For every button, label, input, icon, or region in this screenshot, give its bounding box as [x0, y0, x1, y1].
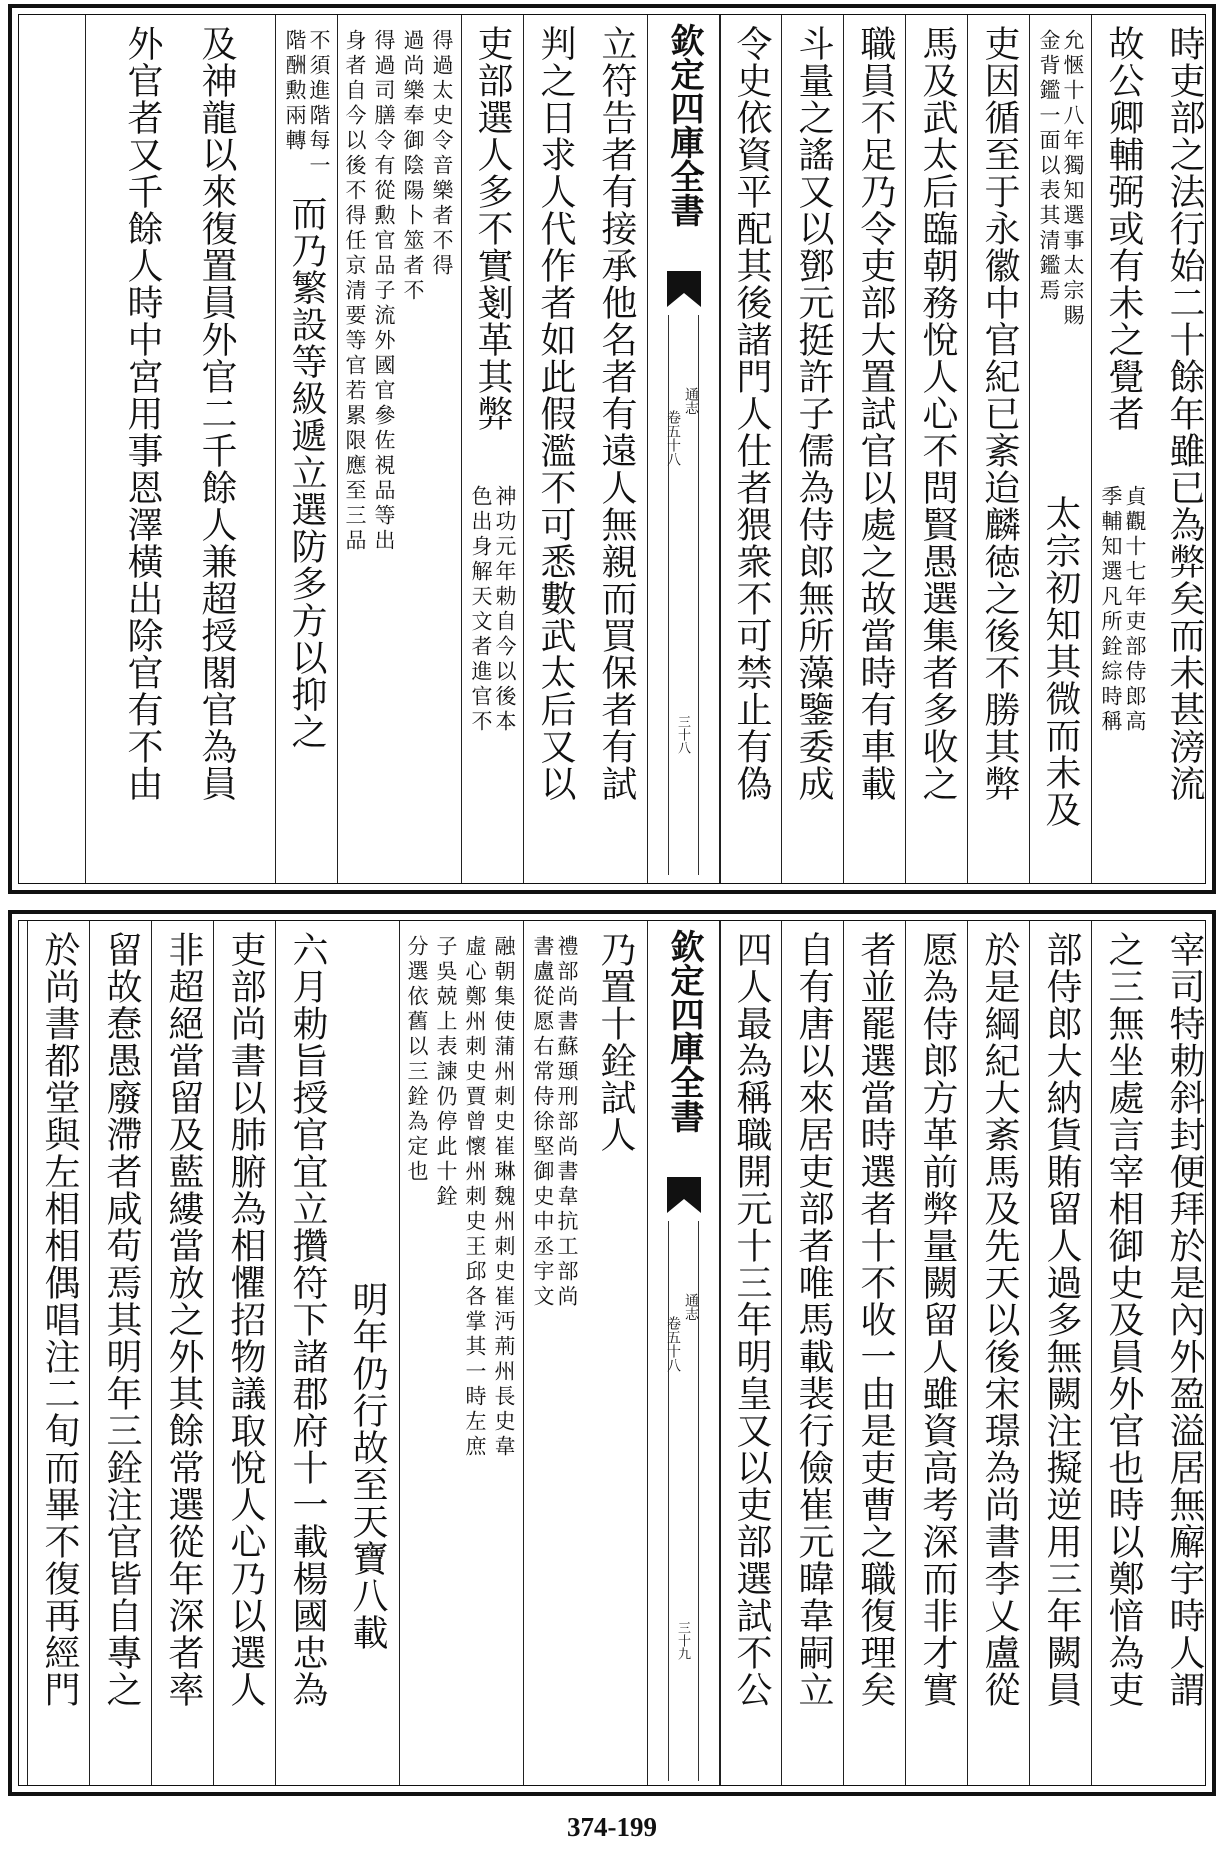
- text-column: [27, 921, 90, 1785]
- strip-rule: [668, 1221, 669, 1781]
- column-text: 宰司特勅斜封便拜於是內外盈溢居無廨宇時人謂: [1164, 931, 1205, 1708]
- annotation-pair: [532, 935, 577, 1310]
- column-text: 立符告者有接承他名者有遠人無親而買保者有試: [596, 25, 637, 802]
- text-column: [1153, 15, 1215, 883]
- center-strip: [647, 15, 721, 883]
- text-column: [905, 921, 968, 1785]
- text-column: [213, 921, 276, 1785]
- strip-book-title: 通志: [683, 387, 699, 415]
- annotation-pair: [284, 29, 329, 179]
- column-text: 判之日求人代作者如此假濫不可悉數武太后又以: [535, 25, 576, 802]
- column-text: 吏因循至于永徽中官紀已紊迨麟徳之後不勝其弊: [979, 25, 1020, 802]
- text-column: [905, 15, 968, 883]
- fishtail-mark: [667, 271, 701, 307]
- annotation-left: 書盧從愿右常侍徐堅御史中丞宇文: [531, 935, 555, 1310]
- text-column: [585, 921, 647, 1785]
- column-text: 明年仍行故至天寶八載: [347, 1281, 388, 1651]
- annotation-pair: [1100, 485, 1145, 735]
- column-text: 外官者又千餘人時中宮用事恩澤橫出除官有不由: [122, 25, 163, 802]
- text-column: [337, 921, 399, 1785]
- text-column: [967, 921, 1030, 1785]
- footer-page-number: 374-199: [567, 1812, 657, 1842]
- text-column: [781, 921, 844, 1785]
- annotation-right: 神功元年勅自今以後本: [493, 485, 517, 735]
- text-column: [719, 921, 782, 1785]
- annotation-line: 子吳兢上表諫仍停此十銓: [434, 935, 458, 1210]
- annotation-right: 禮部尚書蘇頲刑部尚書韋抗工部尚: [555, 935, 579, 1310]
- text-column: [523, 15, 586, 883]
- column-text: 四人最為稱職開元十三年明皇又以吏部選試不公: [731, 931, 772, 1708]
- column-text: 六月勅旨授官宜立攢符下諸郡府十一載楊國忠為: [287, 931, 328, 1708]
- annotation-line: 得過司膳令有從勲官品子流外國官參佐視品等出: [372, 29, 396, 554]
- fishtail-mark: [667, 1177, 701, 1213]
- column-text: 愿為侍郎方革前弊量闕留人雖資高考深而非才實: [917, 931, 958, 1708]
- column-text: 斗量之謠又以鄧元挺許子儒為侍郎無所藻鑒委成: [793, 25, 834, 802]
- column-text: 自有唐以來居吏部者唯馬載裴行儉崔元暐韋嗣立: [793, 931, 834, 1708]
- annotation-line: 過尚樂奉御陰陽卜筮者不: [401, 29, 425, 304]
- annotation-left: 色出身解天文者進官不: [469, 485, 493, 735]
- column-text: 吏部選人多不實剗革其弊: [472, 25, 513, 432]
- strip-volume: 卷五十八: [665, 410, 681, 466]
- annotation-line: 虛心鄭州刺史賈曾懷州刺史王邱各掌其一時左庶: [463, 935, 487, 1460]
- annotation-line: 融朝集使蒲州刺史崔琳魏州刺史崔沔荊州長史韋: [492, 935, 516, 1460]
- strip-title: 欽定四庫全書: [664, 23, 704, 227]
- text-column: [89, 921, 152, 1785]
- top-page-frame: [18, 14, 1206, 884]
- text-column: [967, 15, 1030, 883]
- text-column: [151, 921, 214, 1785]
- annotation-left: 季輔知選凡所銓綜時稱: [1099, 485, 1123, 735]
- annotation-block: [406, 935, 514, 1460]
- column-text: 於尚書都堂與左相相偶唱注二旬而畢不復再經門: [39, 931, 80, 1708]
- annotation-column: [337, 15, 462, 883]
- annotation-line: 分選依舊以三銓為定也: [405, 935, 429, 1185]
- text-column: [461, 15, 524, 883]
- annotation-line: 得過太史令音樂者不得: [430, 29, 454, 279]
- text-column: [85, 15, 276, 883]
- top-page-panel: [8, 4, 1216, 894]
- column-text: 吏部尚書以肺腑為相懼招物議取悅人心乃以選人: [225, 931, 266, 1708]
- annotation-pair: [470, 485, 515, 735]
- annotation-right: 貞觀十七年吏部侍郎高: [1123, 485, 1147, 735]
- annotation-right: 不須進階每一: [307, 29, 331, 179]
- column-text: 之三無坐處言宰相御史及員外官也時以鄭愔為吏: [1103, 931, 1144, 1708]
- annotation-left: 階酬勲兩轉: [283, 29, 307, 154]
- center-strip: [647, 921, 721, 1785]
- bottom-page-panel: [8, 910, 1216, 1796]
- text-column: [275, 15, 338, 883]
- text-column: [1029, 921, 1092, 1785]
- column-text: 乃置十銓試人: [595, 931, 636, 1153]
- text-column: [719, 15, 782, 883]
- column-text: 時吏部之法行始二十餘年雖已為弊矣而未甚滂流: [1164, 25, 1205, 802]
- strip-page-number: 三十八: [675, 715, 690, 754]
- annotation-pair: [1038, 29, 1083, 329]
- strip-title: 欽定四庫全書: [664, 929, 704, 1133]
- text-column: [1153, 921, 1215, 1785]
- annotation-line: 身者自今以後不得任京清要等官若累限應至三品: [343, 29, 367, 554]
- text-column: [1029, 15, 1092, 883]
- text-column: [275, 921, 338, 1785]
- text-column: [523, 921, 586, 1785]
- column-text: 非超絕當留及藍縷當放之外其餘常選從年深者率: [163, 931, 204, 1708]
- text-column: [1091, 921, 1154, 1785]
- strip-page-number: 三十九: [675, 1621, 690, 1660]
- column-text: 故公卿輔弼或有未之覺者: [1103, 25, 1144, 432]
- text-column: [781, 15, 844, 883]
- column-text: 於是綱紀大紊馬及先天以後宋璟為尚書李乂盧從: [979, 931, 1020, 1708]
- strip-book-title: 通志: [683, 1293, 699, 1321]
- text-column: [1091, 15, 1154, 883]
- annotation-left: 金背鑑一面以表其清鑑焉: [1037, 29, 1061, 304]
- column-text: 留故惷愚廢滯者咸苟焉其明年三銓注官皆自專之: [101, 931, 142, 1708]
- annotation-column: [399, 921, 524, 1785]
- column-text: 而乃繁設等級遞立選防多方以抑之: [286, 195, 327, 750]
- column-text: 馬及武太后臨朝務悅人心不問賢愚選集者多收之: [917, 25, 958, 802]
- column-text: 者並罷選當時選者十不收一由是吏曹之職復理矣: [855, 931, 896, 1708]
- column-text: 部侍郎大納貨賄留人過多無闕注擬逆用三年闕員: [1041, 931, 1082, 1708]
- strip-rule: [668, 315, 669, 875]
- annotation-block: [344, 29, 452, 554]
- text-column: [585, 15, 647, 883]
- column-text: 令史依資平配其後諸門人仕者猥衆不可禁止有偽: [731, 25, 772, 802]
- text-column: [843, 15, 906, 883]
- bottom-page-frame: [18, 920, 1206, 1786]
- column-text: 及神龍以來復置員外官二千餘人兼超授閣官為員: [196, 25, 237, 802]
- column-text: 職員不足乃令吏部大置試官以處之故當時有車載: [855, 25, 896, 802]
- text-column: [843, 921, 906, 1785]
- annotation-right: 允愜十八年獨知選事太宗賜: [1061, 29, 1085, 329]
- strip-volume: 卷五十八: [665, 1316, 681, 1372]
- column-text: 太宗初知其微而未及: [1040, 495, 1081, 828]
